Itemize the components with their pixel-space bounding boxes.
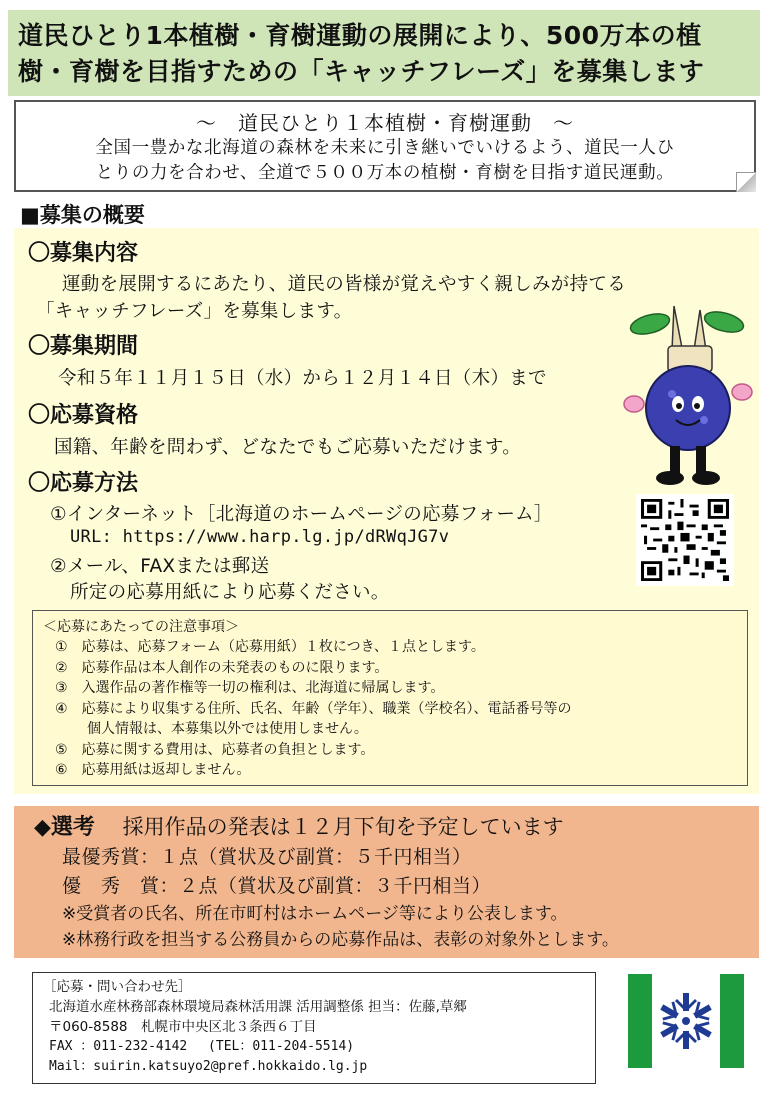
- notes-title: ＜応募にあたっての注意事項＞: [43, 619, 239, 635]
- contact-mail[interactable]: Mail：suirin.katsuyo2@pref.hokkaido.lg.jp: [49, 1059, 368, 1074]
- hokkaido-emblem-icon: [628, 974, 744, 1068]
- selection-heading: ◆選考: [34, 815, 95, 840]
- selection-announcement: 採用作品の発表は１２月下旬を予定しています: [122, 815, 564, 839]
- contact-fax: FAX ：011-232-4142 (TEL：011-204-5514): [49, 1039, 355, 1054]
- period-heading: 〇募集期間: [28, 334, 139, 359]
- method-internet: ①インターネット［北海道のホームページの応募フォーム］: [50, 504, 553, 525]
- page-curl: [736, 172, 756, 192]
- overview-title: ■募集の概要: [20, 203, 145, 227]
- contact-address: 〒060-8588 札幌市中央区北３条西６丁目: [49, 1019, 317, 1035]
- mascot-illustration: [612, 296, 762, 496]
- title-banner: [8, 10, 760, 96]
- notes-box: [32, 610, 748, 786]
- eligibility-heading: 〇応募資格: [28, 403, 139, 428]
- contact-box: [32, 972, 596, 1084]
- method-url[interactable]: URL: https://www.harp.lg.jp/dRWqJG7v: [70, 527, 450, 547]
- prize-excellent: 優 秀 賞：２点（賞状及び副賞：３千円相当）: [62, 875, 492, 897]
- title-line-2: 樹・育樹を目指すための「キャッチフレーズ」を募集します: [18, 57, 705, 86]
- eligibility-text: 国籍、年齢を問わず、どなたでもご応募いただけます。: [54, 437, 522, 458]
- title-line-1: 道民ひとり1本植樹・育樹運動の展開により、500万本の植: [18, 21, 702, 50]
- intro-line-1: 全国一豊かな北海道の森林を未来に引き継いでいけるよう、道民一人ひ: [95, 138, 675, 158]
- prize-grand: 最優秀賞：１点（賞状及び副賞：５千円相当）: [62, 846, 472, 868]
- note-item-6: ⑥ 応募用紙は返却しません。: [55, 762, 251, 778]
- qr-code[interactable]: [636, 494, 734, 586]
- method-heading: 〇応募方法: [28, 471, 139, 496]
- intro-box: [14, 100, 756, 192]
- period-text: 令和５年１１月１５日（水）から１２月１４日（木）まで: [58, 368, 547, 389]
- selection-note-2: ※林務行政を担当する公務員からの応募作品は、表彰の対象外とします。: [62, 930, 619, 950]
- note-item-3: ③ 入選作品の著作権等一切の権利は、北海道に帰属します。: [55, 680, 445, 696]
- selection-panel: [14, 806, 759, 958]
- note-item-4-cont: 個人情報は、本募集以外では使用しません。: [87, 721, 368, 737]
- note-item-5: ⑤ 応募に関する費用は、応募者の負担とします。: [55, 741, 375, 758]
- content-line-2: 「キャッチフレーズ」を募集します。: [36, 301, 353, 322]
- method-mail: ②メール、FAXまたは郵送: [50, 556, 270, 577]
- note-item-1: ① 応募は、応募フォーム（応募用紙）１枚につき、１点とします。: [55, 639, 485, 655]
- content-heading: 〇募集内容: [28, 241, 139, 266]
- contact-org: 北海道水産林務部森林環境局森林活用課 活用調整係 担当：佐藤,草郷: [49, 999, 467, 1015]
- intro-heading: ～ 道民ひとり１本植樹・育樹運動 ～: [196, 111, 574, 135]
- selection-header: [34, 812, 759, 843]
- contact-heading: ［応募・問い合わせ先］: [43, 979, 192, 995]
- note-item-4: ④ 応募により収集する住所、氏名、年齢（学年）、職業（学校名）、電話番号等の: [55, 700, 572, 717]
- intro-line-2: とりの力を合わせ、全道で５００万本の植樹・育樹を目指す道民運動。: [95, 163, 675, 183]
- content-line-1: 運動を展開するにあたり、道民の皆様が覚えやすく親しみが持てる: [62, 274, 627, 295]
- selection-note-1: ※受賞者の氏名、所在市町村はホームページ等により公表します。: [62, 904, 568, 924]
- method-form-note: 所定の応募用紙により応募ください。: [70, 582, 390, 603]
- note-item-2: ② 応募作品は本人創作の未発表のものに限ります。: [55, 659, 389, 676]
